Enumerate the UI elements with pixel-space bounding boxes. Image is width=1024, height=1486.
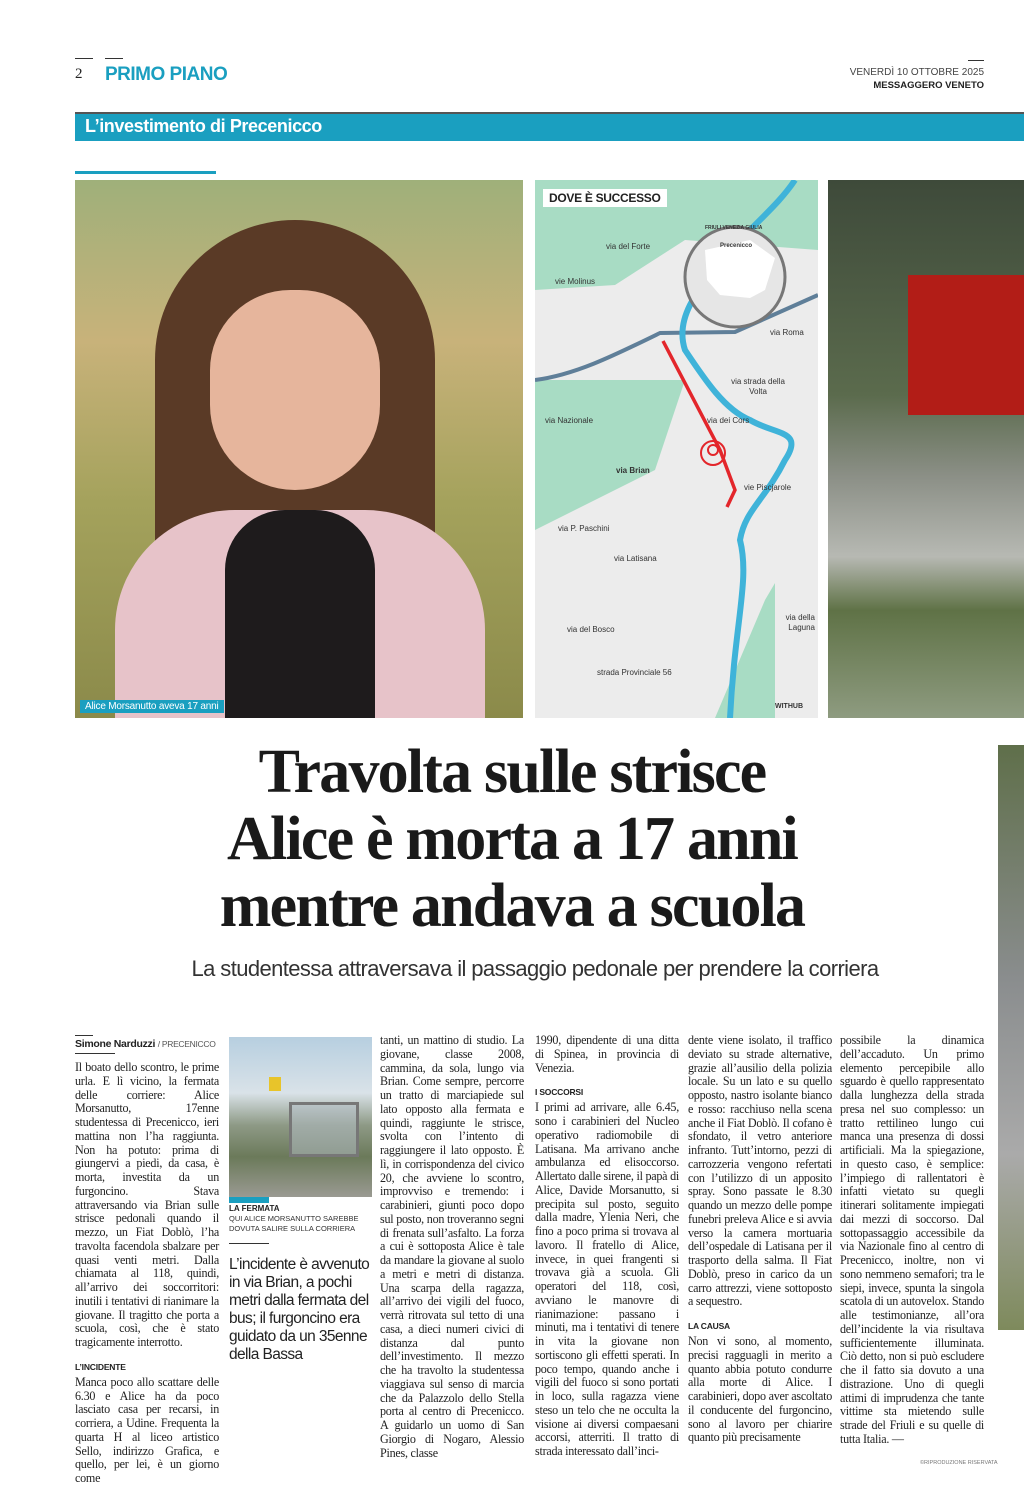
issue-date: VENERDÌ 10 OTTOBRE 2025 [849, 67, 984, 78]
bus-stop-photo [229, 1037, 372, 1197]
article-column-3 [380, 1034, 524, 1460]
copyright-notice: ©RIPRODUZIONE RISERVATA [920, 1460, 998, 1466]
map-label: via del Forte [606, 242, 651, 251]
map-label: via P. Paschini [558, 524, 610, 533]
article-paragraph: dente viene isolato, il traffico deviato su strade alternative, grazie all’ausilio della polizia locale. Su un lato e su quello opposto, nastro isolante bianco e rosso: racchiuso nella scena anche il Fiat Doblò. Il cofano è sfondato, il vetro anteriore infranto. Tutt’intorno, pezzi di carrozzeria vengono refertati con l’utilizzo di un apposito spray. Sono passate le 8.30 quando un mezzo delle pompe funebri preleva Alice e si avvia verso la camera mortuaria dell’ospedale di Latisana per il trasporto della salma. Il Fiat Doblò, preso in carico da un carro attrezzi, viene sottoposto a sequestro. [688, 1033, 832, 1309]
subheading: I SOCCORSI [535, 1087, 584, 1098]
fire-truck-photo [828, 180, 1024, 718]
article-paragraph: Il boato dello scontro, le prime urla. E lì vicino, la fermata delle corriere: Alice Morsanutto, 17enne studentessa di Precenicco, ieri mattina non l’ha raggiunta. Non ha potuto: prima di giungervi a piedi, da casa, è morta, investita da un furgoncino. Stava attraversando via Brian sulle strisce pedonali quando il mezzo, un Fiat Doblò, l’ha travolta facendola sbalzare per quasi venti metri. Dalla chiamata al 118, quindi, all’arrivo dei soccorritori: inutili i tentativi di rianimare la giovane. Il tragitto che porta a scuola, così, che è stato tragicamente interrotto. [75, 1060, 219, 1349]
article-paragraph: I primi ad arrivare, alle 6.45, sono i carabinieri del Nucleo operativo radiomobile di Latisana. Ma arrivano anche ambulanza ed elisoccorso. Allertato dalle sirene, il papà di Alice, Davide Morsanutto, si precipita sul posto, seguito dalla madre, Ylenia Neri, che fino a poco prima si trovava al lavoro. Il fratello di Alice, invece, in quei frangenti si trovava già a scuola. Gli operatori del 118, così, avviano le manovre di rianimazione: passano i minuti, ma i tentativi di tenere in vita la giovane non sortiscono gli effetti sperati. In poco tempo, quando anche i vigili del fuoco si sono portati in loco, sulla ragazza viene steso un telo che ne occulta la visione ai diversi compaesani accorsi, atterriti. Il tratto di strada interessato dall’inci- [535, 1100, 679, 1458]
article-paragraph: Non vi sono, al momento, precisi ragguagli in merito a quanto abbia potuto condurre alla morte di Alice. I carabinieri, dopo aver ascoltato il conducente del furgoncino, sono al lavoro per chiarire quanto più precisamente [688, 1334, 832, 1445]
article-column-5 [688, 1034, 832, 1445]
map-label: via dei Cors [707, 416, 750, 425]
divider [229, 1243, 269, 1244]
subheading: LA CAUSA [688, 1321, 730, 1331]
map-title: DOVE È SUCCESSO [543, 189, 667, 207]
map-label-accident-street: via Brian [616, 466, 650, 475]
map-label: via della Laguna [785, 613, 815, 632]
article-column-4 [535, 1034, 679, 1459]
map-inset-town: Precenicco [720, 243, 753, 249]
article-paragraph: 1990, dipendente di una ditta di Spinea, in provincia di Venezia. [535, 1033, 679, 1075]
newspaper-name: MESSAGGERO VENETO [873, 80, 984, 91]
headline-line-3: mentre andava a scuola [219, 872, 805, 940]
divider [75, 1053, 115, 1054]
map-label: via strada della Volta [731, 377, 785, 396]
divider [105, 58, 123, 59]
dateline: / PRECENICCO [157, 1039, 216, 1049]
author: Simone Narduzzi [75, 1038, 156, 1050]
subheading: L’INCIDENTE [75, 1361, 126, 1372]
subtitle: La studentessa attraversava il passaggio pedonale per prendere la corriera [191, 956, 879, 981]
map-inset-region: FRIULI VENEZIA GIULIA [705, 225, 763, 231]
map-label: strada Provinciale 56 [597, 668, 672, 677]
location-map [535, 180, 818, 718]
article-paragraph: possibile la dinamica dell’accaduto. Un primo elemento percepibile allo sguardo è quello rappresentato dalla lunghezza della strada presa nel suo complesso: un tratto rettilineo lungo cui manca una presenza di dossi artificiali. Ma la spiegazione, in questo caso, è semplice: l’impiego di rallentatori è infatti vietato su quegli itinerari solitamente impiegati dai mezzi di soccorso. Dal sottopassaggio accessibile da via Nazionale fino al centro di Precenicco, inoltre, non vi sono nemmeno semafori; tra le siepi, invece, spunta la singola scatola di un autovelox. Stando alle testimonianze, all’ora dell’incidente la via risultava sufficientemente illuminata. Ciò detto, non si può escludere che il fatto sia dovuto a una distrazione. Uno di quegli attimi di imprudenza che tante vittime sta mietendo sulle strade del Friuli e su quelle di tutta Italia. — [840, 1033, 984, 1446]
map-label: vie Molinus [555, 277, 596, 286]
map-label: via Latisana [614, 554, 657, 563]
photo-caption: Alice Morsanutto aveva 17 anni [80, 700, 224, 713]
accent-line [229, 1197, 269, 1203]
article-paragraph: Manca poco allo scattare delle 6.30 e Alice ha da poco lasciato casa per recarsi, in corriera, a Udine. Frequenta la quarta H al liceo artistico Sello, indirizzo Grafica, e quello, per lei, è un giorno come [75, 1374, 219, 1485]
article-paragraph: tanti, un mattino di studio. La giovane, classe 2008, cammina, da sola, lungo via Brian. Come sempre, percorre un tratto di marciapiede sul lato opposto alla fermata e quindi, raggiunte le strisce, svolta con l’intento di raggiungere il lato opposto. È lì, in corrispondenza del civico 20, che avviene lo scontro, improvviso e tremendo: i carabinieri, giunti poco dopo sul posto, non troveranno segni di frenata sull’asfalto. La forza a cui è sottoposta Alice è tale da mandare la giovane al suolo a metri e metri di distanza. Una scarpa della ragazza, all’arrivo dei vigili del fuoco, verrà ritrovata sul tetto di una casa, a dieci numeri civici di distanza dal punto dell’investimento. Il mezzo che ha travolto la studentessa viaggiava sul senso di marcia che da Palazzolo dello Stella porta al centro di Precenicco. A guidarlo un uomo di San Giorgio di Nogaro, Alessio Pines, classe [380, 1033, 524, 1460]
pull-quote: L’incidente è avvenuto in via Brian, a pochi metri dalla fermata del bus; il furgoncino era guidato da un 35enne della Bassa [229, 1256, 370, 1363]
article-column-1 [75, 1061, 219, 1486]
divider [968, 60, 984, 61]
page-number: 2 [75, 66, 83, 82]
portrait-photo [75, 180, 523, 718]
photo-caption: QUI ALICE MORSANUTTO SAREBBE DOVUTA SALIRE SULLA CORRIERA [229, 1214, 359, 1233]
topic-title: L’investimento di Precenicco [85, 116, 322, 136]
byline [75, 1038, 216, 1050]
article-column-6 [840, 1034, 984, 1447]
map-label: vie Piscjarole [744, 483, 792, 492]
section-title: PRIMO PIANO [105, 64, 228, 85]
map-label: via Nazionale [545, 416, 594, 425]
map-label: via del Bosco [567, 625, 615, 634]
map-label: via Roma [770, 328, 804, 337]
divider [75, 1035, 93, 1036]
headline-line-1: Travolta sulle strisce [258, 738, 766, 806]
divider [75, 58, 93, 59]
map-credit: WITHUB [775, 703, 803, 710]
photo-label: LA FERMATA [229, 1204, 280, 1213]
headline-line-2: Alice è morta a 17 anni [227, 805, 797, 873]
accent-line [75, 171, 216, 174]
